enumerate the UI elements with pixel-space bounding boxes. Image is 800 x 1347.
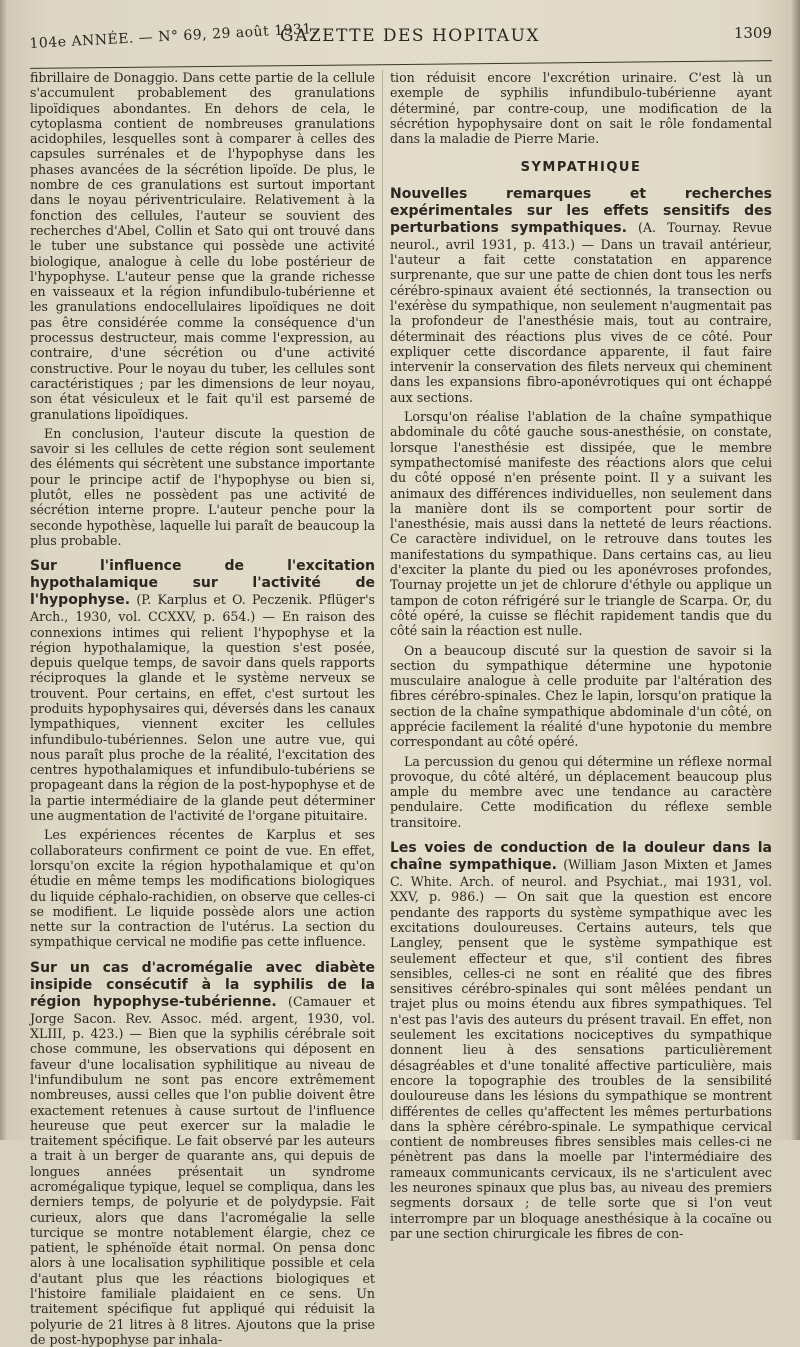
article-reference: (A. Tournay. Revue neurol., avril 1931, p. 413.) — Dans un travail antérieur, l'auteur a fait cette constatation en apparence surprenante, que sur une patte de chien dont tous les nerfs cérébro-spinaux avaient été sectionnés, la transection ou l'exérèse du sympathique, non seulement n'augmentait pas la profondeur de l'anesthésie mais, tout au contraire, déterminait des réactions plus vives de ce côté. Pour expliquer cette discordance apparente, il faut faire intervenir la conservation des filets nerveux qui cheminent dans les expansions fibro-aponévrotiques qui ont échappé aux sections. <box>390 219 772 405</box>
article <box>30 960 375 1347</box>
paragraph: Lorsqu'on réalise l'ablation de la chaîne sympathique abdominale du côté gauche sous-anesthésie, on constate, lorsque l'anesthésie est dissipée, que le membre sympathectomisé manifeste des réactions alors que celui du côté opposé n'en présente point. Il y a suivant les animaux des différences individuelles, non seulement dans la manière dont ils se comportent pour sortir de l'anesthésie, mais aussi dans la netteté de leurs réactions. Ce caractère individuel, on le retrouve dans toutes les manifestations du sympathique. Dans certains cas, au lieu d'exciter la plante du pied ou les aponévroses profondes, Tournay projette un jet de chlorure d'éthyle ou applique un tampon de coton réfrigéré sur le triangle de Scarpa. Or, du côté opéré, la cuisse se fléchit rapidement tandis que du côté sain la réaction est nulle. <box>390 409 772 639</box>
section-title: SYMPATHIQUE <box>520 160 642 176</box>
article-body <box>30 558 375 823</box>
article-title: Sur l'influence de l'excitation hypothalamique sur l'activité de l'hypophyse. <box>30 558 375 609</box>
paragraph: La percussion du genou qui détermine un réflexe normal provoque, du côté altéré, un déplacement beaucoup plus ample du membre avec une tendance au caractère pendulaire. Cette modification du réflexe semble transitoire. <box>390 753 772 830</box>
paragraph: On a beaucoup discuté sur la question de savoir si la section du sympathique détermine une hypotonie musculaire analogue à celle produite par l'altération des fibres cérébro-spinales. Chez le lapin, lorsqu'on pratique la section de la chaîne sympathique abdominale d'un côté, on apprécie facilement la réalité d'une hypotonie du membre correspondant au côté opéré. <box>390 642 772 750</box>
article <box>390 840 772 1241</box>
paragraph: Les expériences récentes de Karplus et ses collaborateurs confirment ce point de vue. En effet, lorsqu'on excite la région hypothalamique et qu'on étudie en même temps les modifications biologiques du liquide céphalo-rachidien, on observe que celles-ci se modifient. Le liquide possède alors une action nette sur la contraction de l'utérus. La section du sympathique cervical ne modifie pas cette influence. <box>30 827 375 950</box>
article-body <box>390 840 772 1241</box>
article-body <box>30 960 375 1347</box>
paragraph: fibrillaire de Donaggio. Dans cette partie de la cellule s'accumulent probablement des granulations lipoïdiques abondantes. En dehors de cela, le cytoplasma contient de nombreuses granulations acidophiles, lesquelles sont à comparer à celles des capsules surrénales et de l'hypophyse dans les phases avancées de la sécrétion lipoïde. De plus, le nombre de ces granulations est surtout important dans le noyau périventriculaire. Relativement à la fonction des cellules, l'auteur se souvient des recherches d'Abel, Collin et Sato qui ont trouvé dans le tuber une substance qui possède une activité biologique, analogue à celle du lobe postérieur de l'hypophyse. L'auteur pense que la grande richesse en vaisseaux et la région infundibulo-tubérienne et les granulations endocellulaires lipoïdiques ne doit pas être considérée comme la conséquence d'un processus destructeur, mais comme l'expression, au contraire, d'une sécrétion ou d'une activité constructive. Pour le noyau du tuber, les cellules sont caractéristiques ; par les dimensions de leur noyau, son état vésiculeux et le fait qu'il est parsemé de granulations lipoïdiques. <box>30 70 375 422</box>
page-header <box>30 22 772 62</box>
article-reference: (Camauer et Jorge Sacon. Rev. Assoc. méd. argent, 1930, vol. XLIII, p. 423.) — Bien que la syphilis cérébrale soit chose commune, les observations qui déposent en faveur d'une localisation syphilitique au niveau de l'infundibulum ne sont pas encore extrêmement nombreuses, aussi celles que l'on publie doivent être exactement retenues à cause surtout de l'influence heureuse que peut exercer sur la maladie le traitement spécifique. Le fait observé par les auteurs a trait à un berger de quarante ans, qui depuis de longues années présentait un syndrome acromégalique typique, lequel se compliqua, dans les derniers temps, de polyurie et de polydypsie. Fait curieux, alors que dans l'acromégalie la selle turcique se montre notablement élargie, chez ce patient, le sphénoïde était normal. On pensa donc alors à une localisation syphilitique possible et cela d'autant plus que les réactions biologiques et l'histoire familiale plaidaient en ce sens. Un traitement spécifique fut appliqué qui réduisit la polyurie de 21 litres à 8 litres. Ajoutons que la prise de post-hypophyse par inhala- <box>30 993 375 1347</box>
article-title: Les voies de conduction de la douleur dans la chaîne sympathique. <box>390 840 772 874</box>
article <box>390 186 772 830</box>
article <box>30 558 375 950</box>
article-title: Nouvelles remarques et recherches expérimentales sur les effets sensitifs des perturbations sympathiques. <box>390 185 772 236</box>
paragraph: tion réduisit encore l'excrétion urinaire. C'est là un exemple de syphilis infundibulo-tubérienne ayant déterminé, par contre-coup, une modification de la sécrétion hypophysaire dont on sait le rôle fondamental dans la maladie de Pierre Marie. <box>390 70 772 147</box>
column-separator <box>382 70 383 1120</box>
page-right-edge <box>790 0 800 1140</box>
journal-title: GAZETTE DES HOPITAUX <box>280 26 541 46</box>
paragraph: En conclusion, l'auteur discute la question de savoir si les cellules de cette région sont seulement des éléments qui sécrètent une substance importante pour le principe actif de l'hypophyse ou bien si, plutôt, elles ne possèdent pas une activité de sécrétion interne propre. L'auteur penche pour la seconde hypothèse, laquelle lui paraît de beaucoup la plus probable. <box>30 425 375 548</box>
issue-info: 104e ANNÉE. — N° 69, 29 août 1931. <box>29 20 318 52</box>
page-left-edge <box>0 0 8 1140</box>
article-title: Sur un cas d'acromégalie avec diabète insipide consécutif à la syphilis de la région hypophyse-tubérienne. <box>30 959 375 1010</box>
article-body <box>390 186 772 405</box>
article-reference: (William Jason Mixten et James C. White. Arch. of neurol. and Psychiat., mai 1931, vol. XXV, p. 986.) — On sait que la question est encore pendante des rapports du système sympathique avec les excitations douloureuses. Certains auteurs, tels que Langley, pensent que le système sympathique est seulement effecteur et que, s'il contient des fibres sensibles, celles-ci ne sont en réalité que des fibres sensitives cérébro-spinales qui sont mêlées pendant un trajet plus ou moins étendu aux fibres sympathiques. Tel n'est pas l'avis des auteurs du présent travail. En effet, non seulement les excitations nociceptives du sympathique donnent lieu à des sensations particulièrement désagréables et d'une tonalité affective particulière, mais encore la topographie des troubles de la sensibilité douloureuse dans les lésions du sympathique se montrent différentes de celles qu'affectent les mêmes perturbations dans la sphère cérébro-spinale. Le sympathique cervical contient de nombreuses fibres sensibles mais celles-ci ne pénètrent pas dans la moelle par l'intermédiaire des rameaux communicants cervicaux, ils ne s'articulent avec les neurones spinaux que plus bas, au niveau des premiers segments dorsaux ; de telle sorte que si l'on veut interrompre par un bloquage anesthésique à la cocaïne ou par une section chirurgicale les fibres de con- <box>390 857 772 1241</box>
page-number: 1309 <box>733 24 772 42</box>
left-column <box>30 70 375 1347</box>
article-reference: (P. Karplus et O. Peczenik. Pflüger's Arch., 1930, vol. CCXXV, p. 654.) — En raison des connexions intimes qui relient l'hypophyse et la région hypothalamique, la question s'est posée, depuis quelque temps, de savoir dans quels rapports réciproques la glande et le système nerveux se trouvent. Pour certains, en effet, c'est surtout les produits hypophysaires qui, déversés dans les canaux lympathiques, viennent exciter les cellules infundibulo-tubériennes. Selon une autre vue, qui nous paraît plus proche de la réalité, l'excitation des centres hypothalamiques et infundibulo-tubériens se propageant dans la région de la post-hypophyse et de la partie intermédiaire de la glande peut déterminer une augmentation de l'activité de l'organe pituitaire. <box>30 592 375 824</box>
right-column <box>390 70 772 1241</box>
